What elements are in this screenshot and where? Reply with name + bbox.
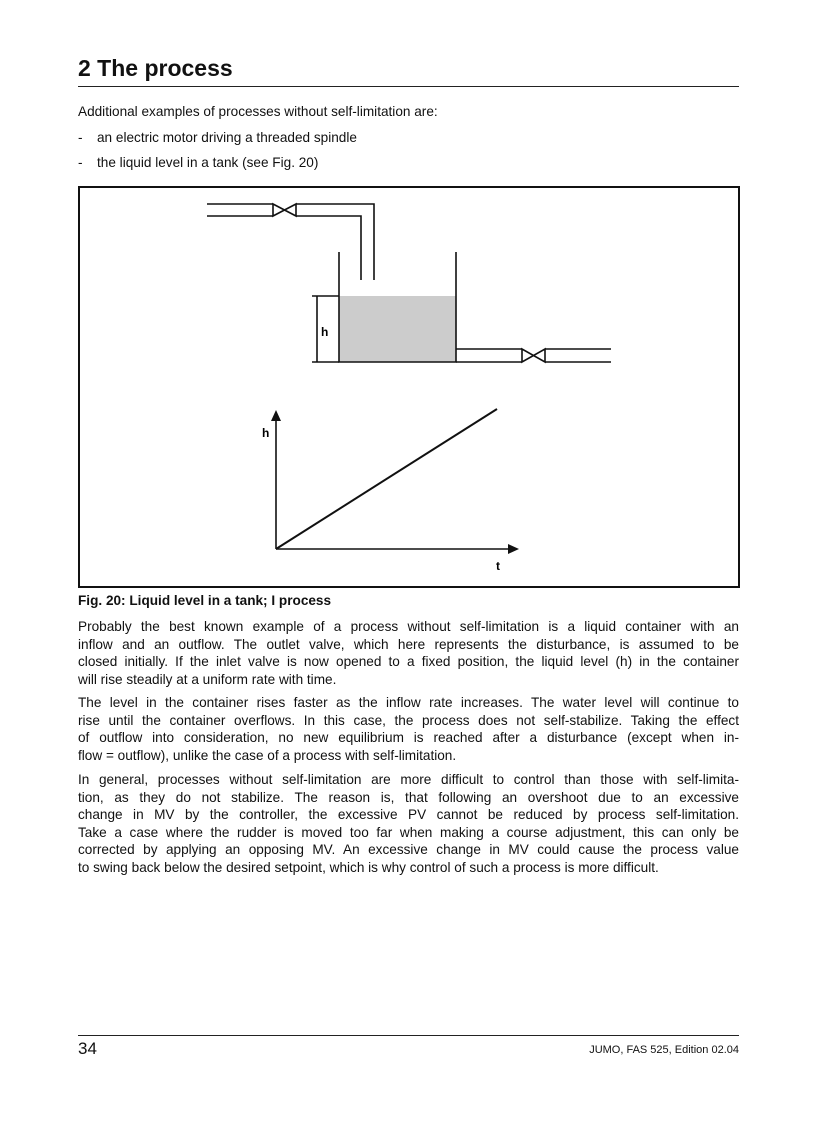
paragraph-line: will rise steadily at a uniform rate with time. [78, 671, 337, 687]
publication-info: JUMO, FAS 525, Edition 02.04 [589, 1044, 739, 1056]
x-axis-arrow-icon [508, 544, 519, 554]
header-rule [78, 86, 739, 87]
paragraph-line: inflow and an outflow. The outlet valve, which here represents the disturbance, is assumed to be [78, 636, 739, 652]
paragraph [78, 618, 739, 688]
outlet-valve-icon [522, 349, 545, 362]
paragraph-line: Probably the best known example of a process without self-limitation is a liquid container with an [78, 619, 739, 634]
paragraph [78, 694, 739, 764]
figure-frame [78, 186, 740, 588]
footer-rule [78, 1035, 739, 1036]
paragraph-line: In general, processes without self-limitation are more difficult to control than those with self-limita- [78, 772, 739, 787]
paragraph-line: closed initially. If the inlet valve is now opened to a fixed position, the liquid level (h) in the container [78, 654, 739, 669]
paragraph-line: change in MV by the controller, the excessive PV cannot be reduced by process self-limitation. [78, 807, 739, 822]
paragraph-line: The level in the container rises faster as the inflow rate increases. The water level will continue to [78, 695, 739, 710]
paragraph-line: rise until the container overflows. In this case, the process does not self-stabilize. Taking the effect [78, 712, 739, 728]
intro-text: Additional examples of processes without self-limitation are: [78, 104, 438, 119]
level-line [276, 409, 497, 549]
page-number: 34 [78, 1039, 97, 1058]
page-title: 2 The process [78, 55, 233, 81]
paragraph-line: Take a case where the rudder is moved too far when making a course adjustment, this can only be [78, 824, 739, 840]
paragraph-line: tion, as they do not stabilize. The reason is, that following an overshoot due to an excessive [78, 789, 739, 805]
bullet-dash: - [78, 155, 83, 170]
bullet-text: the liquid level in a tank (see Fig. 20) [97, 155, 319, 170]
bullet-item [78, 154, 319, 172]
graph-x-label: t [496, 559, 500, 573]
paragraph-line: flow = outflow), unlike the case of a process with self-limitation. [78, 747, 457, 763]
tank-level-label: h [321, 325, 329, 339]
bullet-item [78, 129, 357, 147]
liquid [339, 296, 456, 362]
paragraph [78, 771, 739, 876]
paragraph-line: to swing back below the desired setpoint, which is why control of such a process is more difficult. [78, 859, 659, 875]
paragraph-line: of outflow into consideration, no new equilibrium is reached after a disturbance (except when in- [78, 730, 739, 745]
bullet-text: an electric motor driving a threaded spindle [97, 130, 357, 145]
graph-y-label: h [262, 426, 270, 440]
figure-caption: Fig. 20: Liquid level in a tank; I process [78, 593, 332, 608]
inlet-pipe [207, 204, 374, 280]
tank-diagram [80, 188, 738, 586]
inlet-valve-icon [273, 204, 296, 216]
y-axis-arrow-icon [271, 410, 281, 421]
bullet-dash: - [78, 130, 83, 145]
paragraph-line: corrected by applying an opposing MV. An excessive change in MV could cause the process value [78, 842, 739, 857]
